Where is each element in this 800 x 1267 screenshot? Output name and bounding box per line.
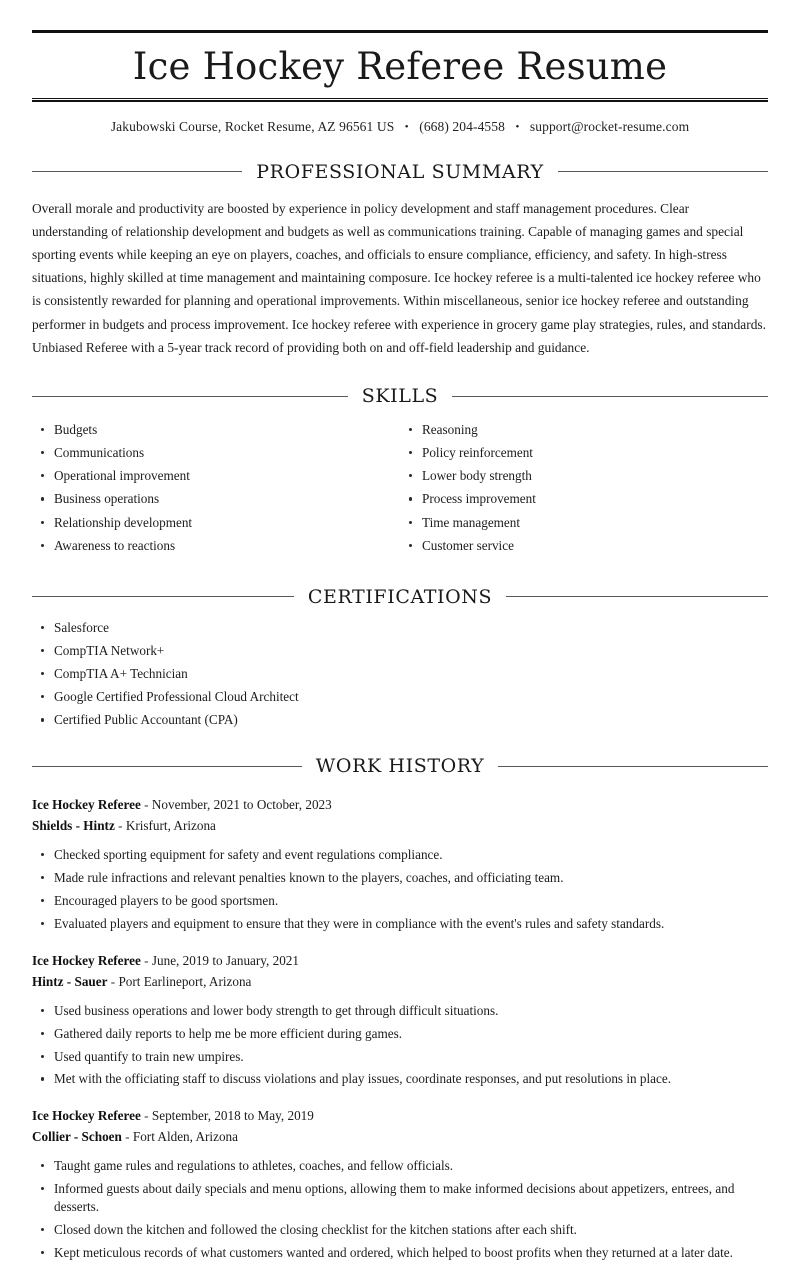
list-item: Awareness to reactions <box>32 537 400 555</box>
list-item: Salesforce <box>32 619 768 637</box>
job-bullets-list <box>32 846 768 933</box>
job-dates: November, 2021 to October, 2023 <box>151 797 332 813</box>
job-bullets-list <box>32 1157 768 1262</box>
list-item: Operational improvement <box>32 467 400 485</box>
job-company: Shields - Hintz <box>32 818 115 834</box>
list-item: Met with the officiating staff to discuss violations and play issues, coordinate responses, and put resolutions in place. <box>32 1070 768 1088</box>
list-item: Relationship development <box>32 514 400 532</box>
job-company-line <box>32 816 768 837</box>
job-dates: September, 2018 to May, 2019 <box>151 1108 314 1124</box>
job-title-line <box>32 1106 768 1127</box>
section-certifications <box>32 586 768 730</box>
list-item: CompTIA A+ Technician <box>32 665 768 683</box>
heading-rule-right <box>558 171 768 172</box>
contact-email[interactable]: support@rocket-resume.com <box>529 118 690 134</box>
list-item: Process improvement <box>400 490 768 508</box>
header-bottom-divider <box>32 98 768 102</box>
list-item: Used quantify to train new umpires. <box>32 1048 768 1066</box>
section-title-certifications: CERTIFICATIONS <box>307 585 493 608</box>
list-item: Business operations <box>32 490 400 508</box>
contact-separator-1: • <box>404 120 409 133</box>
work-history-entry <box>32 795 768 933</box>
list-item: CompTIA Network+ <box>32 642 768 660</box>
summary-text: Overall morale and productivity are boosted by experience in policy development and staff management procedures. Clear understanding of relationship development and budgets as well as communications training. Capable of managing games and special sporting events while keeping an eye on players, coaches, and officials to ensure compliance, efficiency, and safety. In high-stress situations, highly skilled at time management and maintaining composure. Ice hockey referee is a multi-talented ice hockey referee who is consistently rewarded for planning and operational improvements. Within miscellaneous, senior ice hockey referee and outstanding performer in budgets and process improvement. Ice hockey referee with experience in grocery game play strategies, rules, and standards. Unbiased Referee with a 5-year track record of providing both on and off-field leadership and guidance. <box>32 200 766 355</box>
skills-list-right <box>400 421 768 555</box>
job-title-line <box>32 795 768 816</box>
job-company: Collier - Schoen <box>32 1129 122 1145</box>
section-heading-certifications <box>32 586 768 608</box>
job-dates: June, 2019 to January, 2021 <box>151 952 299 968</box>
heading-rule-right <box>506 596 768 597</box>
skills-columns <box>32 409 768 560</box>
heading-rule-left <box>32 596 294 597</box>
job-company: Hintz - Sauer <box>32 973 108 989</box>
heading-rule-left <box>32 766 302 767</box>
certifications-list <box>32 619 768 730</box>
job-company-line <box>32 972 768 993</box>
contact-phone: (668) 204-4558 <box>419 118 505 134</box>
job-title: Ice Hockey Referee <box>32 797 141 813</box>
skills-column-right <box>400 409 768 560</box>
list-item: Certified Public Accountant (CPA) <box>32 711 768 729</box>
list-item: Communications <box>32 444 400 462</box>
job-title: Ice Hockey Referee <box>32 1108 141 1124</box>
section-heading-skills <box>32 385 768 407</box>
section-professional-summary <box>32 161 768 359</box>
list-item: Lower body strength <box>400 467 768 485</box>
heading-rule-right <box>452 396 768 397</box>
contact-line <box>0 119 800 135</box>
heading-rule-right <box>498 766 768 767</box>
list-item: Evaluated players and equipment to ensure that they were in compliance with the event's rules and safety standards. <box>32 915 768 933</box>
job-title: Ice Hockey Referee <box>32 952 141 968</box>
section-work-history <box>32 755 768 1262</box>
skills-list-left <box>32 421 400 555</box>
section-heading-work-history <box>32 755 768 777</box>
job-bullets-list <box>32 1002 768 1089</box>
job-separator: - <box>144 1108 149 1124</box>
job-separator: - <box>118 818 123 834</box>
work-history-entry <box>32 951 768 1089</box>
job-company-line <box>32 1127 768 1148</box>
job-separator: - <box>144 797 149 813</box>
section-heading-summary <box>32 161 768 183</box>
job-separator: - <box>125 1129 130 1145</box>
list-item: Reasoning <box>400 421 768 439</box>
section-title-work-history: WORK HISTORY <box>315 755 485 778</box>
job-location: Fort Alden, Arizona <box>132 1129 238 1145</box>
heading-rule-left <box>32 171 242 172</box>
page-title: Ice Hockey Referee Resume <box>132 45 668 88</box>
section-title-skills: SKILLS <box>361 385 439 407</box>
section-skills <box>32 385 768 560</box>
contact-address: Jakubowski Course, Rocket Resume, AZ 96561 US <box>110 118 395 134</box>
list-item: Taught game rules and regulations to athletes, coaches, and fellow officials. <box>32 1157 768 1175</box>
job-separator: - <box>110 973 116 989</box>
section-title-summary: PROFESSIONAL SUMMARY <box>256 160 544 183</box>
list-item: Informed guests about daily specials and menu options, allowing them to make informed decisions about appetizers, entrees, and desserts. <box>32 1180 768 1216</box>
contact-separator-2: • <box>515 120 520 133</box>
job-title-line <box>32 951 768 972</box>
list-item: Checked sporting equipment for safety and event regulations compliance. <box>32 846 768 864</box>
heading-rule-left <box>32 396 348 397</box>
header-top-divider <box>32 30 768 33</box>
list-item: Encouraged players to be good sportsmen. <box>32 892 768 910</box>
list-item: Made rule infractions and relevant penalties known to the players, coaches, and officiating team. <box>32 869 768 887</box>
resume-page <box>0 30 800 1262</box>
skills-column-left <box>32 409 400 560</box>
work-history-entry <box>32 1106 768 1261</box>
list-item: Gathered daily reports to help me be more efficient during games. <box>32 1025 768 1043</box>
list-item: Kept meticulous records of what customers wanted and ordered, which helped to boost profits when they returned at a later date. <box>32 1244 768 1262</box>
job-location: Port Earlineport, Arizona <box>118 973 252 989</box>
list-item: Customer service <box>400 537 768 555</box>
list-item: Closed down the kitchen and followed the closing checklist for the kitchen stations after each shift. <box>32 1221 768 1239</box>
list-item: Policy reinforcement <box>400 444 768 462</box>
list-item: Used business operations and lower body strength to get through difficult situations. <box>32 1002 768 1020</box>
job-location: Krisfurt, Arizona <box>125 818 216 834</box>
list-item: Time management <box>400 514 768 532</box>
list-item: Budgets <box>32 421 400 439</box>
job-separator: - <box>144 952 149 968</box>
list-item: Google Certified Professional Cloud Architect <box>32 688 768 706</box>
